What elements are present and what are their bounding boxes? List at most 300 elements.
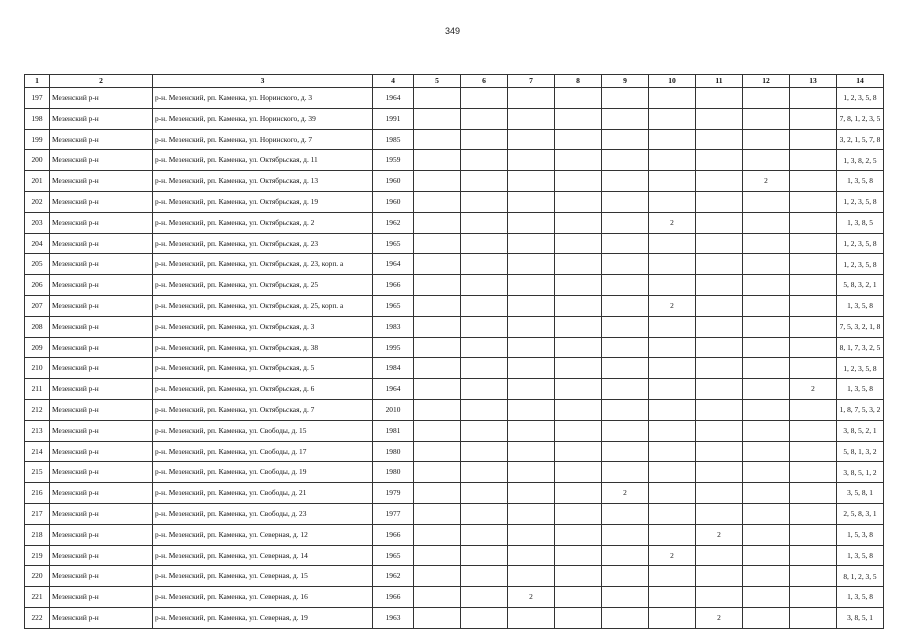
table-cell-col-10: 2 (649, 212, 696, 233)
table-cell-col-12 (743, 358, 790, 379)
table-cell-col-6 (461, 420, 508, 441)
table-cell-col-12 (743, 483, 790, 504)
table-cell-col-10 (649, 587, 696, 608)
table-cell-col-7 (508, 212, 555, 233)
table-cell-col-12 (743, 337, 790, 358)
table-cell-col-7 (508, 171, 555, 192)
table-cell-col-7 (508, 88, 555, 109)
table-cell-col-2: Мезенский р-н (50, 316, 153, 337)
table-cell-col-13 (790, 607, 837, 628)
table-cell-col-8 (555, 587, 602, 608)
table-cell-col-1: 207 (25, 295, 50, 316)
table-cell-col-9 (602, 191, 649, 212)
table-cell-col-6 (461, 316, 508, 337)
table-cell-col-1: 216 (25, 483, 50, 504)
table-cell-col-11: 2 (696, 524, 743, 545)
table-cell-col-8 (555, 88, 602, 109)
table-cell-col-12 (743, 587, 790, 608)
table-cell-col-11 (696, 420, 743, 441)
table-cell-col-1: 222 (25, 607, 50, 628)
table-cell-col-9 (602, 275, 649, 296)
table-cell-col-5 (414, 358, 461, 379)
table-row (25, 108, 884, 129)
table-cell-col-1: 220 (25, 566, 50, 587)
table-cell-col-8 (555, 275, 602, 296)
column-header-10: 10 (649, 75, 696, 88)
table-cell-col-11 (696, 483, 743, 504)
table-cell-col-14: 1, 3, 8, 5 (837, 212, 884, 233)
table-cell-col-12 (743, 462, 790, 483)
column-header-4: 4 (373, 75, 414, 88)
table-cell-col-3: р-н. Мезенский, рп. Каменка, ул. Октябрьская, д. 23, корп. а (153, 254, 373, 275)
table-cell-col-3: р-н. Мезенский, рп. Каменка, ул. Октябрьская, д. 2 (153, 212, 373, 233)
table-cell-col-3: р-н. Мезенский, рп. Каменка, ул. Октябрьская, д. 5 (153, 358, 373, 379)
table-cell-col-3: р-н. Мезенский, рп. Каменка, ул. Октябрьская, д. 6 (153, 379, 373, 400)
table-row (25, 545, 884, 566)
table-row (25, 420, 884, 441)
table-cell-col-9 (602, 108, 649, 129)
table-cell-col-6 (461, 150, 508, 171)
table-cell-col-9 (602, 420, 649, 441)
table-cell-col-6 (461, 275, 508, 296)
table-cell-col-7 (508, 545, 555, 566)
table-cell-col-12 (743, 566, 790, 587)
table-cell-col-4: 1977 (373, 503, 414, 524)
table-cell-col-12 (743, 316, 790, 337)
table-cell-col-12 (743, 233, 790, 254)
table-cell-col-12 (743, 545, 790, 566)
table-row (25, 171, 884, 192)
table-cell-col-4: 1964 (373, 88, 414, 109)
column-header-9: 9 (602, 75, 649, 88)
table-cell-col-11 (696, 212, 743, 233)
table-row (25, 503, 884, 524)
table-cell-col-3: р-н. Мезенский, рп. Каменка, ул. Октябрьская, д. 23 (153, 233, 373, 254)
table-row (25, 399, 884, 420)
column-header-7: 7 (508, 75, 555, 88)
table-cell-col-13 (790, 254, 837, 275)
table-cell-col-14: 7, 5, 3, 2, 1, 8 (837, 316, 884, 337)
table-cell-col-14: 3, 8, 5, 1, 2 (837, 462, 884, 483)
table-cell-col-11 (696, 295, 743, 316)
table-cell-col-5 (414, 254, 461, 275)
table-cell-col-12 (743, 212, 790, 233)
table-cell-col-13 (790, 171, 837, 192)
table-cell-col-2: Мезенский р-н (50, 212, 153, 233)
table-cell-col-13 (790, 524, 837, 545)
table-cell-col-9 (602, 171, 649, 192)
table-cell-col-12 (743, 150, 790, 171)
table-cell-col-14: 1, 3, 8, 2, 5 (837, 150, 884, 171)
table-cell-col-5 (414, 399, 461, 420)
table-cell-col-2: Мезенский р-н (50, 295, 153, 316)
table-cell-col-12 (743, 503, 790, 524)
table-cell-col-6 (461, 566, 508, 587)
table-cell-col-9: 2 (602, 483, 649, 504)
table-cell-col-5 (414, 171, 461, 192)
table-cell-col-10 (649, 607, 696, 628)
table-cell-col-3: р-н. Мезенский, рп. Каменка, ул. Октябрьская, д. 13 (153, 171, 373, 192)
table-cell-col-7 (508, 295, 555, 316)
table-cell-col-9 (602, 233, 649, 254)
table-cell-col-3: р-н. Мезенский, рп. Каменка, ул. Северная, д. 19 (153, 607, 373, 628)
table-cell-col-14: 3, 8, 5, 1 (837, 607, 884, 628)
table-cell-col-3: р-н. Мезенский, рп. Каменка, ул. Северная, д. 14 (153, 545, 373, 566)
table-cell-col-4: 1963 (373, 607, 414, 628)
table-cell-col-9 (602, 379, 649, 400)
table-cell-col-3: р-н. Мезенский, рп. Каменка, ул. Свободы, д. 23 (153, 503, 373, 524)
table-cell-col-11 (696, 566, 743, 587)
table-cell-col-13: 2 (790, 379, 837, 400)
table-cell-col-6 (461, 483, 508, 504)
table-cell-col-12 (743, 441, 790, 462)
table-cell-col-11 (696, 129, 743, 150)
table-cell-col-4: 1995 (373, 337, 414, 358)
table-cell-col-4: 1984 (373, 358, 414, 379)
table-cell-col-14: 7, 8, 1, 2, 3, 5 (837, 108, 884, 129)
table-cell-col-10 (649, 566, 696, 587)
table-cell-col-10 (649, 191, 696, 212)
table-cell-col-4: 1959 (373, 150, 414, 171)
table-cell-col-8 (555, 254, 602, 275)
table-cell-col-5 (414, 462, 461, 483)
table-cell-col-13 (790, 191, 837, 212)
table-cell-col-4: 1964 (373, 254, 414, 275)
table-cell-col-3: р-н. Мезенский, рп. Каменка, ул. Октябрьская, д. 38 (153, 337, 373, 358)
table-cell-col-2: Мезенский р-н (50, 254, 153, 275)
table-cell-col-6 (461, 233, 508, 254)
table-cell-col-5 (414, 316, 461, 337)
table-cell-col-13 (790, 462, 837, 483)
table-cell-col-4: 1962 (373, 566, 414, 587)
table-cell-col-8 (555, 171, 602, 192)
table-cell-col-7 (508, 129, 555, 150)
table-row (25, 88, 884, 109)
table-cell-col-7 (508, 503, 555, 524)
table-cell-col-10 (649, 441, 696, 462)
table-cell-col-11 (696, 358, 743, 379)
table-cell-col-2: Мезенский р-н (50, 150, 153, 171)
table-cell-col-5 (414, 524, 461, 545)
table-cell-col-13 (790, 316, 837, 337)
table-cell-col-8 (555, 379, 602, 400)
table-cell-col-5 (414, 379, 461, 400)
table-cell-col-3: р-н. Мезенский, рп. Каменка, ул. Северная, д. 15 (153, 566, 373, 587)
table-cell-col-8 (555, 399, 602, 420)
table-cell-col-7 (508, 233, 555, 254)
table-row (25, 233, 884, 254)
table-cell-col-7 (508, 524, 555, 545)
table-cell-col-6 (461, 524, 508, 545)
table-cell-col-6 (461, 441, 508, 462)
table-cell-col-13 (790, 420, 837, 441)
table-cell-col-13 (790, 587, 837, 608)
table-cell-col-7 (508, 254, 555, 275)
column-header-3: 3 (153, 75, 373, 88)
table-cell-col-11 (696, 171, 743, 192)
table-cell-col-2: Мезенский р-н (50, 337, 153, 358)
table-cell-col-3: р-н. Мезенский, рп. Каменка, ул. Северная, д. 16 (153, 587, 373, 608)
table-row (25, 379, 884, 400)
table-cell-col-10 (649, 108, 696, 129)
table-row (25, 358, 884, 379)
table-cell-col-6 (461, 379, 508, 400)
table-cell-col-8 (555, 483, 602, 504)
table-cell-col-3: р-н. Мезенский, рп. Каменка, ул. Октябрьская, д. 25, корп. а (153, 295, 373, 316)
table-cell-col-13 (790, 337, 837, 358)
table-cell-col-6 (461, 587, 508, 608)
table-cell-col-8 (555, 462, 602, 483)
table-cell-col-4: 1965 (373, 545, 414, 566)
table-cell-col-9 (602, 337, 649, 358)
table-cell-col-2: Мезенский р-н (50, 566, 153, 587)
table-cell-col-7: 2 (508, 587, 555, 608)
table-cell-col-6 (461, 129, 508, 150)
table-cell-col-7 (508, 108, 555, 129)
table-cell-col-13 (790, 295, 837, 316)
table-cell-col-7 (508, 150, 555, 171)
table-row (25, 254, 884, 275)
table-cell-col-3: р-н. Мезенский, рп. Каменка, ул. Октябрьская, д. 11 (153, 150, 373, 171)
table-cell-col-2: Мезенский р-н (50, 358, 153, 379)
table-cell-col-3: р-н. Мезенский, рп. Каменка, ул. Свободы, д. 21 (153, 483, 373, 504)
column-header-1: 1 (25, 75, 50, 88)
table-cell-col-8 (555, 316, 602, 337)
table-cell-col-12 (743, 420, 790, 441)
table-cell-col-9 (602, 316, 649, 337)
table-cell-col-3: р-н. Мезенский, рп. Каменка, ул. Октябрьская, д. 3 (153, 316, 373, 337)
table-row (25, 441, 884, 462)
table-cell-col-1: 210 (25, 358, 50, 379)
table-cell-col-6 (461, 108, 508, 129)
table-cell-col-9 (602, 587, 649, 608)
table-cell-col-3: р-н. Мезенский, рп. Каменка, ул. Октябрьская, д. 19 (153, 191, 373, 212)
table-cell-col-5 (414, 545, 461, 566)
table-cell-col-12 (743, 295, 790, 316)
table-cell-col-12 (743, 129, 790, 150)
table-cell-col-2: Мезенский р-н (50, 108, 153, 129)
table-cell-col-10 (649, 358, 696, 379)
table-cell-col-9 (602, 441, 649, 462)
table-cell-col-6 (461, 88, 508, 109)
table-cell-col-2: Мезенский р-н (50, 420, 153, 441)
table-cell-col-11 (696, 462, 743, 483)
table-cell-col-5 (414, 503, 461, 524)
column-header-6: 6 (461, 75, 508, 88)
table-row (25, 587, 884, 608)
table-cell-col-1: 199 (25, 129, 50, 150)
table-cell-col-3: р-н. Мезенский, рп. Каменка, ул. Свободы, д. 19 (153, 462, 373, 483)
table-cell-col-8 (555, 503, 602, 524)
table-cell-col-5 (414, 566, 461, 587)
table-cell-col-13 (790, 150, 837, 171)
table-cell-col-10 (649, 88, 696, 109)
table-cell-col-14: 1, 3, 5, 8 (837, 379, 884, 400)
table-cell-col-14: 1, 3, 5, 8 (837, 545, 884, 566)
table-cell-col-9 (602, 129, 649, 150)
table-cell-col-4: 1965 (373, 295, 414, 316)
table-cell-col-4: 1960 (373, 171, 414, 192)
table-cell-col-2: Мезенский р-н (50, 462, 153, 483)
table-cell-col-5 (414, 441, 461, 462)
table-cell-col-9 (602, 524, 649, 545)
table-cell-col-4: 1966 (373, 524, 414, 545)
table-cell-col-14: 1, 3, 5, 8 (837, 587, 884, 608)
table-cell-col-2: Мезенский р-н (50, 233, 153, 254)
table-cell-col-3: р-н. Мезенский, рп. Каменка, ул. Северная, д. 12 (153, 524, 373, 545)
table-cell-col-6 (461, 337, 508, 358)
table-cell-col-14: 1, 2, 3, 5, 8 (837, 233, 884, 254)
table-cell-col-6 (461, 191, 508, 212)
table-cell-col-11 (696, 379, 743, 400)
table-cell-col-8 (555, 233, 602, 254)
table-cell-col-8 (555, 607, 602, 628)
table-cell-col-2: Мезенский р-н (50, 379, 153, 400)
table-cell-col-10 (649, 379, 696, 400)
table-row (25, 462, 884, 483)
table-cell-col-7 (508, 191, 555, 212)
table-cell-col-7 (508, 379, 555, 400)
table-cell-col-8 (555, 441, 602, 462)
table-cell-col-1: 215 (25, 462, 50, 483)
table-cell-col-7 (508, 483, 555, 504)
table-cell-col-7 (508, 462, 555, 483)
table-cell-col-4: 1981 (373, 420, 414, 441)
table-cell-col-8 (555, 420, 602, 441)
table-cell-col-2: Мезенский р-н (50, 441, 153, 462)
table-cell-col-4: 1960 (373, 191, 414, 212)
table-cell-col-13 (790, 233, 837, 254)
table-header-row (25, 75, 884, 88)
table-cell-col-10 (649, 254, 696, 275)
table-cell-col-11 (696, 254, 743, 275)
table-cell-col-10 (649, 524, 696, 545)
table-cell-col-9 (602, 545, 649, 566)
column-header-8: 8 (555, 75, 602, 88)
column-header-12: 12 (743, 75, 790, 88)
table-cell-col-14: 1, 5, 3, 8 (837, 524, 884, 545)
table-cell-col-1: 208 (25, 316, 50, 337)
table-cell-col-13 (790, 275, 837, 296)
table-cell-col-3: р-н. Мезенский, рп. Каменка, ул. Норинского, д. 7 (153, 129, 373, 150)
table-cell-col-7 (508, 420, 555, 441)
table-cell-col-14: 1, 3, 5, 8 (837, 171, 884, 192)
table-cell-col-11 (696, 88, 743, 109)
table-cell-col-8 (555, 358, 602, 379)
table-cell-col-5 (414, 88, 461, 109)
column-header-14: 14 (837, 75, 884, 88)
table-cell-col-10 (649, 483, 696, 504)
table-cell-col-8 (555, 545, 602, 566)
table-cell-col-8 (555, 129, 602, 150)
table-cell-col-8 (555, 295, 602, 316)
table-cell-col-6 (461, 607, 508, 628)
table-cell-col-5 (414, 108, 461, 129)
table-cell-col-12: 2 (743, 171, 790, 192)
table-cell-col-9 (602, 607, 649, 628)
table-cell-col-9 (602, 399, 649, 420)
table-cell-col-10 (649, 233, 696, 254)
table-cell-col-12 (743, 524, 790, 545)
table-cell-col-6 (461, 295, 508, 316)
table-cell-col-14: 1, 3, 5, 8 (837, 295, 884, 316)
table-cell-col-10 (649, 462, 696, 483)
table-cell-col-13 (790, 108, 837, 129)
column-header-11: 11 (696, 75, 743, 88)
table-cell-col-14: 2, 5, 8, 3, 1 (837, 503, 884, 524)
column-header-5: 5 (414, 75, 461, 88)
table-cell-col-2: Мезенский р-н (50, 483, 153, 504)
table-cell-col-8 (555, 108, 602, 129)
table-cell-col-11 (696, 316, 743, 337)
table-cell-col-12 (743, 191, 790, 212)
table-cell-col-1: 219 (25, 545, 50, 566)
table-cell-col-8 (555, 150, 602, 171)
table-cell-col-14: 1, 8, 7, 5, 3, 2 (837, 399, 884, 420)
table-cell-col-7 (508, 441, 555, 462)
table-cell-col-11 (696, 275, 743, 296)
table-cell-col-6 (461, 545, 508, 566)
table-cell-col-4: 1979 (373, 483, 414, 504)
table-cell-col-12 (743, 399, 790, 420)
table-cell-col-6 (461, 462, 508, 483)
table-cell-col-4: 1991 (373, 108, 414, 129)
table-cell-col-14: 3, 5, 8, 1 (837, 483, 884, 504)
table-cell-col-3: р-н. Мезенский, рп. Каменка, ул. Норинского, д. 3 (153, 88, 373, 109)
table-cell-col-5 (414, 150, 461, 171)
table-cell-col-14: 1, 2, 3, 5, 8 (837, 358, 884, 379)
table-cell-col-1: 202 (25, 191, 50, 212)
table-cell-col-10 (649, 316, 696, 337)
table-cell-col-1: 218 (25, 524, 50, 545)
table-cell-col-3: р-н. Мезенский, рп. Каменка, ул. Октябрьская, д. 25 (153, 275, 373, 296)
table-cell-col-14: 1, 2, 3, 5, 8 (837, 191, 884, 212)
table-cell-col-3: р-н. Мезенский, рп. Каменка, ул. Свободы, д. 17 (153, 441, 373, 462)
table-cell-col-2: Мезенский р-н (50, 191, 153, 212)
table-cell-col-13 (790, 566, 837, 587)
table-cell-col-12 (743, 108, 790, 129)
table-cell-col-7 (508, 607, 555, 628)
table-cell-col-11 (696, 150, 743, 171)
table-cell-col-10 (649, 171, 696, 192)
table-cell-col-10 (649, 420, 696, 441)
page-number: 349 (444, 26, 461, 36)
table-cell-col-6 (461, 212, 508, 233)
table-cell-col-10 (649, 275, 696, 296)
table-cell-col-10: 2 (649, 295, 696, 316)
table-cell-col-5 (414, 295, 461, 316)
table-cell-col-9 (602, 462, 649, 483)
table-cell-col-2: Мезенский р-н (50, 524, 153, 545)
table-cell-col-12 (743, 379, 790, 400)
table-cell-col-8 (555, 566, 602, 587)
table-cell-col-5 (414, 587, 461, 608)
table-cell-col-4: 2010 (373, 399, 414, 420)
table-cell-col-11 (696, 441, 743, 462)
table-cell-col-12 (743, 275, 790, 296)
table-cell-col-6 (461, 399, 508, 420)
table-cell-col-12 (743, 254, 790, 275)
table-cell-col-1: 200 (25, 150, 50, 171)
table-cell-col-9 (602, 295, 649, 316)
table-cell-col-2: Мезенский р-н (50, 129, 153, 150)
table-cell-col-11 (696, 337, 743, 358)
table-cell-col-1: 217 (25, 503, 50, 524)
table-cell-col-11 (696, 233, 743, 254)
table-cell-col-1: 214 (25, 441, 50, 462)
table-cell-col-13 (790, 129, 837, 150)
table-cell-col-14: 5, 8, 1, 3, 2 (837, 441, 884, 462)
